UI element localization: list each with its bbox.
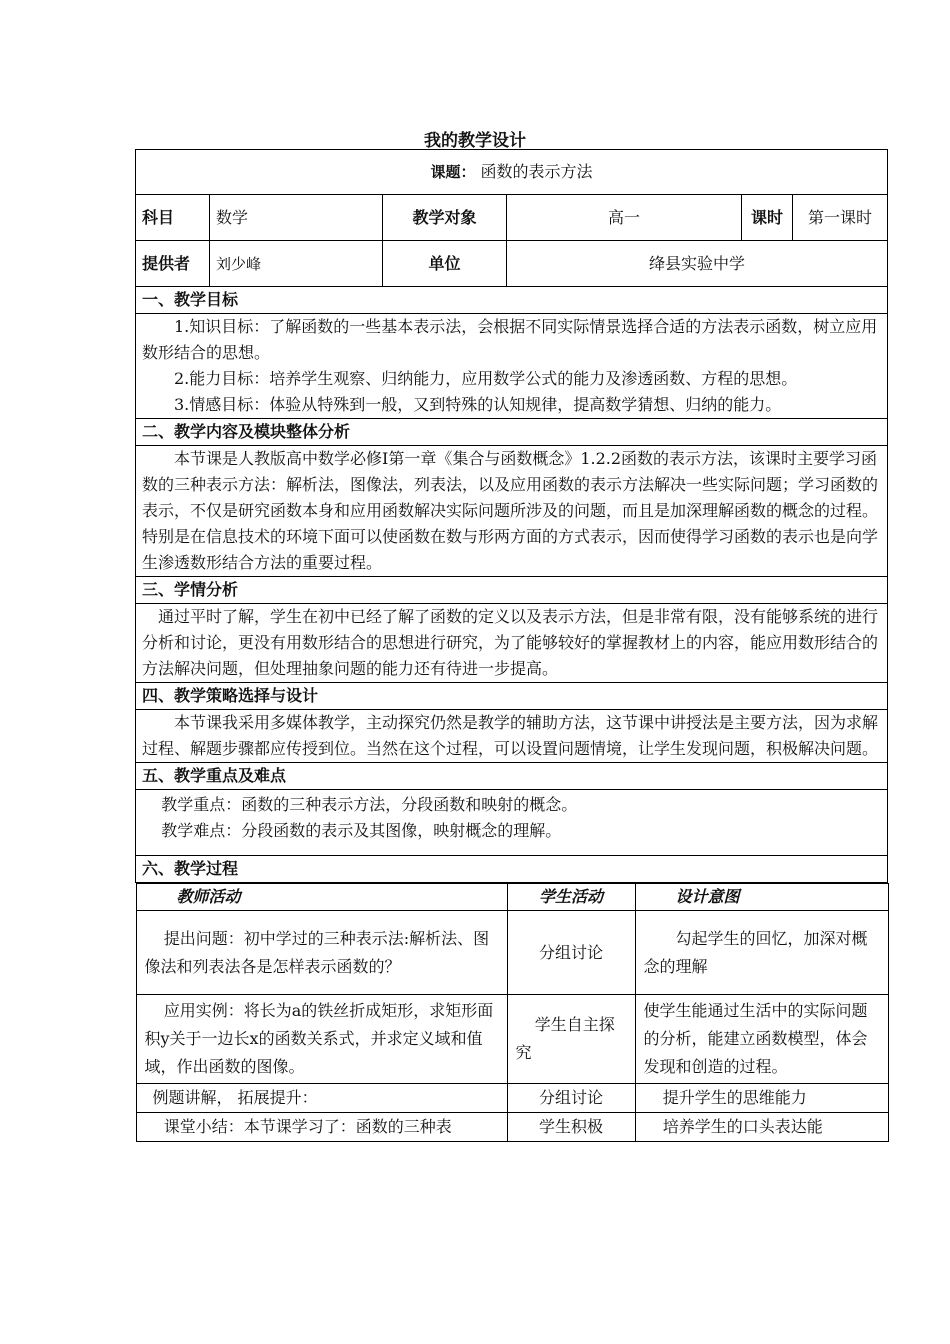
provider-row bbox=[136, 241, 888, 287]
goal-item: 1.知识目标：了解函数的一些基本表示法，会根据不同实际情景选择合适的方法表示函数，树立应用数形结合的思想。 bbox=[142, 317, 878, 362]
student-activity: 分组讨论 bbox=[507, 911, 635, 995]
provider-value: 刘少峰 bbox=[210, 241, 383, 287]
section-strategy-heading-row bbox=[136, 683, 888, 710]
provider-label: 提供者 bbox=[136, 241, 210, 287]
process-row bbox=[136, 911, 888, 995]
lesson-plan-table bbox=[135, 149, 888, 1142]
topic-label: 课题： bbox=[430, 163, 476, 181]
section-heading: 二、教学内容及模块整体分析 bbox=[136, 419, 888, 446]
student-activity: 学生积极 bbox=[507, 1113, 635, 1142]
section-learners-body-row bbox=[136, 604, 888, 683]
difficulty-text: 教学难点：分段函数的表示及其图像，映射概念的理解。 bbox=[161, 821, 562, 840]
page-title: 我的教学设计 bbox=[424, 131, 526, 151]
design-intent: 勾起学生的回忆，加深对概念的理解 bbox=[635, 911, 888, 995]
process-row bbox=[136, 1084, 888, 1113]
section-heading: 四、教学策略选择与设计 bbox=[136, 683, 888, 710]
teacher-activity: 应用实例：将长为a的铁丝折成矩形，求矩形面积y关于一边长x的函数关系式，并求定义域和值域，作出函数的图像。 bbox=[136, 995, 507, 1084]
key-point-text: 教学重点：函数的三种表示方法，分段函数和映射的概念。 bbox=[161, 795, 578, 814]
topic-value: 函数的表示方法 bbox=[480, 162, 593, 181]
section-process-heading-row bbox=[136, 856, 888, 883]
subject-value: 数学 bbox=[210, 195, 383, 241]
process-row bbox=[136, 1113, 888, 1142]
column-header: 教师活动 bbox=[136, 884, 507, 911]
period-value: 第一课时 bbox=[793, 195, 888, 241]
section-heading: 五、教学重点及难点 bbox=[136, 763, 888, 790]
section-goals-body-row bbox=[136, 314, 888, 419]
process-row bbox=[136, 995, 888, 1084]
process-header-row bbox=[136, 884, 888, 911]
content-text: 本节课是人教版高中数学必修Ⅰ第一章《集合与函数概念》1.2.2函数的表示方法，该课时主要学习函数的三种表示方法：解析法，图像法，列表法，以及应用函数的表示方法解决一些实际问题；学习函数的表示，不仅是研究函数本身和应用函数解决实际问题所涉及的问题，而且是加深理解函数的概念的过程。特别是在信息技术的环境下面可以使函数在数与形两方面的方式表示，因而使得学习函数的表示也是向学生渗透数形结合方法的重要过程。 bbox=[142, 449, 879, 572]
section-strategy-body-row bbox=[136, 710, 888, 763]
section-content-body-row bbox=[136, 446, 888, 577]
strategy-text: 本节课我采用多媒体教学，主动探究仍然是教学的辅助方法，这节课中讲授法是主要方法，因为求解过程、解题步骤都应传授到位。当然在这个过程，可以设置问题情境，让学生发现问题，积极解决问题。 bbox=[142, 713, 879, 758]
teacher-activity: 例题讲解， 拓展提升： bbox=[136, 1084, 507, 1113]
section-heading: 一、教学目标 bbox=[136, 287, 888, 314]
learners-text: 通过平时了解，学生在初中已经了解了函数的定义以及表示方法，但是非常有限，没有能够系统的进行分析和讨论，更没有用数形结合的思想进行研究，为了能够较好的掌握教材上的内容，能应用数形结合的方法解决问题，但处理抽象问题的能力还有待进一步提高。 bbox=[142, 607, 879, 678]
design-intent: 使学生能通过生活中的实际问题的分析，能建立函数模型，体会发现和创造的过程。 bbox=[635, 995, 888, 1084]
section-heading: 六、教学过程 bbox=[136, 856, 888, 883]
column-header: 设计意图 bbox=[635, 884, 888, 911]
section-learners-heading-row bbox=[136, 577, 888, 604]
period-label: 课时 bbox=[742, 195, 793, 241]
section-goals-heading-row bbox=[136, 287, 888, 314]
student-activity: 学生自主探究 bbox=[507, 995, 635, 1084]
design-intent: 提升学生的思维能力 bbox=[635, 1084, 888, 1113]
section-content-heading-row bbox=[136, 419, 888, 446]
section-focus-heading-row bbox=[136, 763, 888, 790]
topic-row bbox=[136, 150, 888, 195]
goal-item: 2.能力目标：培养学生观察、归纳能力，应用数学公式的能力及渗透函数、方程的思想。 bbox=[174, 369, 798, 388]
teacher-activity: 课堂小结：本节课学习了：函数的三种表 bbox=[136, 1113, 507, 1142]
goal-item: 3.情感目标：体验从特殊到一般，又到特殊的认知规律，提高数学猜想、归纳的能力。 bbox=[174, 395, 782, 414]
process-table-row bbox=[136, 883, 888, 1143]
subject-label: 科目 bbox=[136, 195, 210, 241]
column-header: 学生活动 bbox=[507, 884, 635, 911]
unit-value: 绛县实验中学 bbox=[507, 241, 888, 287]
audience-label: 教学对象 bbox=[383, 195, 507, 241]
unit-label: 单位 bbox=[383, 241, 507, 287]
section-focus-body-row bbox=[136, 790, 888, 856]
teacher-activity: 提出问题：初中学过的三种表示法:解析法、图像法和列表法各是怎样表示函数的？ bbox=[136, 911, 507, 995]
design-intent: 培养学生的口头表达能 bbox=[635, 1113, 888, 1142]
student-activity: 分组讨论 bbox=[507, 1084, 635, 1113]
process-table bbox=[136, 883, 889, 1142]
section-heading: 三、学情分析 bbox=[136, 577, 888, 604]
subject-row bbox=[136, 195, 888, 241]
audience-value: 高一 bbox=[507, 195, 742, 241]
